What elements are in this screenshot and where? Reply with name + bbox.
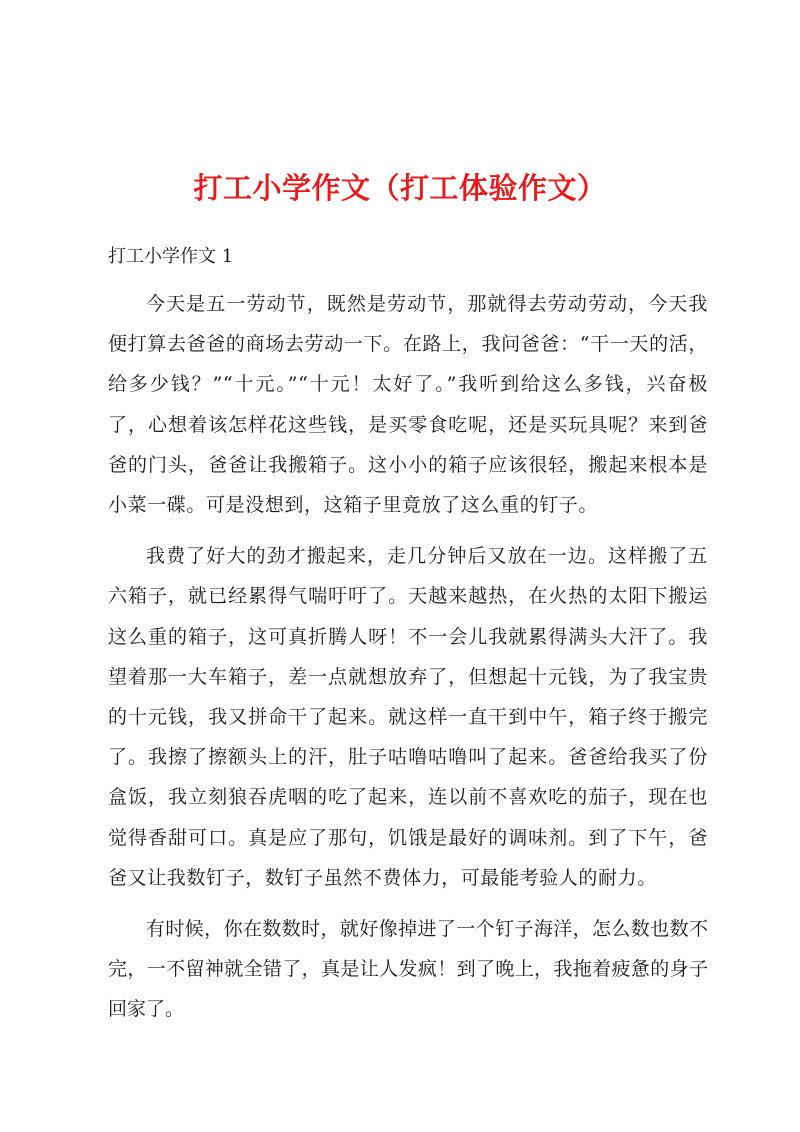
document-title: 打工小学作文（打工体验作文） bbox=[193, 171, 607, 205]
paragraph-1: 今天是五一劳动节，既然是劳动节，那就得去劳动劳动，今天我便打算去爸爸的商场去劳动一下。在路上，我问爸爸：“干一天的活，给多少钱？”“十元。”“十元！太好了。”我听到给这么多钱，兴奋极了，心想着该怎样花这些钱，是买零食吃呢，还是买玩具呢？来到爸爸的门头，爸爸让我搬箱子。这小小的箱子应该很轻，搬起来根本是小菜一碟。可是没想到，这箱子里竟放了这么重的钉子。 bbox=[108, 293, 708, 517]
section-heading: 打工小学作文 1 bbox=[108, 246, 234, 267]
document-body bbox=[108, 284, 708, 1041]
paragraph-2: 我费了好大的劲才搬起来，走几分钟后又放在一边。这样搬了五六箱子，就已经累得气喘吁吁了。天越来越热，在火热的太阳下搬运这么重的箱子，这可真折腾人呀！不一会儿我就累得满头大汗了。我望着那一大车箱子，差一点就想放弃了，但想起十元钱，为了我宝贵的十元钱，我又拼命干了起来。就这样一直干到中午，箱子终于搬完了。我擦了擦额头上的汗，肚子咕噜咕噜叫了起来。爸爸给我买了份盒饭，我立刻狼吞虎咽的吃了起来，连以前不喜欢吃的茄子，现在也觉得香甜可口。真是应了那句，饥饿是最好的调味剂。到了下午，爸爸又让我数钉子，数钉子虽然不费体力，可最能考验人的耐力。 bbox=[108, 545, 708, 889]
paragraph-3: 有时候，你在数数时，就好像掉进了一个钉子海洋，怎么数也数不完，一不留神就全错了，真是让人发疯！到了晚上，我拖着疲惫的身子回家了。 bbox=[108, 918, 708, 1021]
